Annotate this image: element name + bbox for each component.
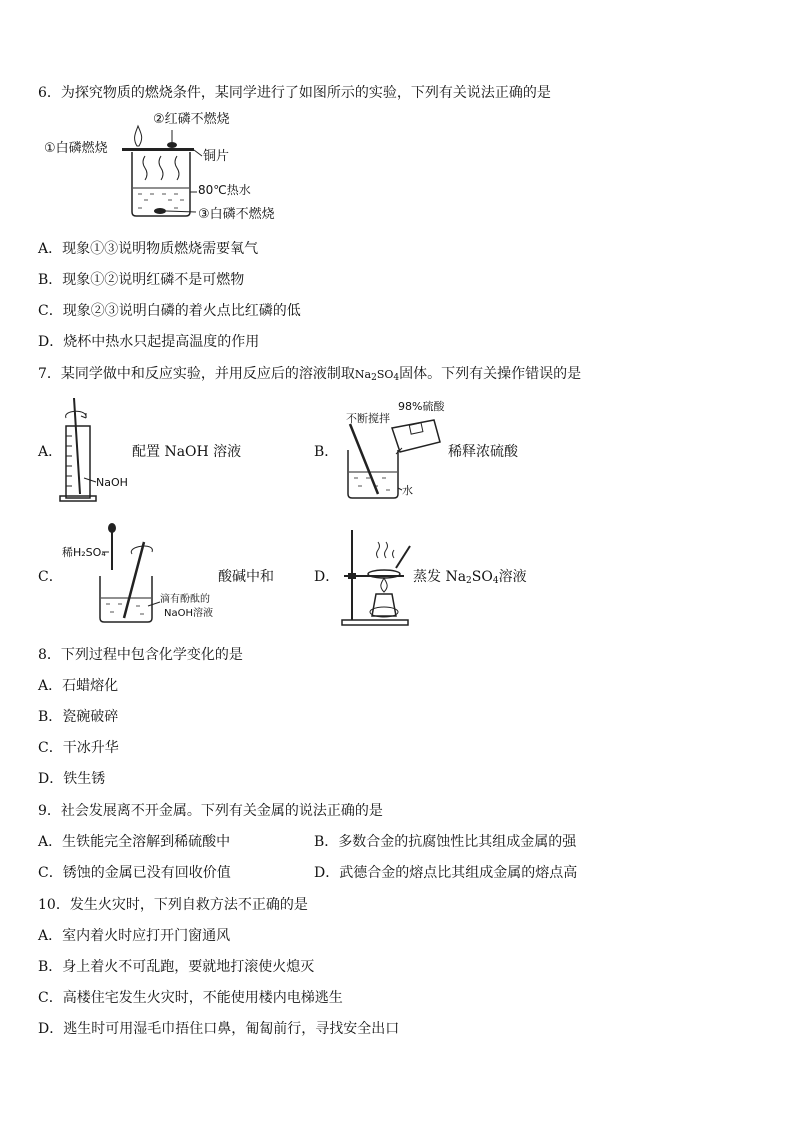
q8-option-b[interactable]: B．瓷碗破碎 <box>38 709 119 725</box>
copper-plate <box>122 148 194 151</box>
iron-stand-base <box>342 620 408 625</box>
q9-stem: 9．社会发展离不开金属。下列有关金属的说法正确的是 <box>38 803 383 819</box>
glass-rod-icon <box>350 424 378 494</box>
q7c-label-solution-1: 滴有酚酞的 <box>160 594 210 605</box>
q6-option-b[interactable]: B．现象①②说明红磷不是可燃物 <box>38 272 245 288</box>
q9-option-b[interactable]: B．多数合金的抗腐蚀性比其组成金属的强 <box>314 834 577 850</box>
q7-option-a-caption: 配置 NaOH 溶液 <box>132 444 242 460</box>
q6-label-white-phosphorus-water: ③白磷不燃烧 <box>198 207 275 222</box>
q10-option-b[interactable]: B．身上着火不可乱跑，要就地打滚使火熄灭 <box>38 959 315 975</box>
q7b-dilution-figure <box>342 398 452 502</box>
q9-option-c[interactable]: C．锈蚀的金属已没有回收价值 <box>38 865 231 881</box>
q9-option-a[interactable]: A．生铁能完全溶解到稀硫酸中 <box>38 834 231 850</box>
q8-stem: 8．下列过程中包含化学变化的是 <box>38 647 243 663</box>
acid-bottle-icon <box>392 420 440 452</box>
q6-combustion-figure <box>40 108 300 224</box>
q6-label-white-phosphorus-burning: ①白磷燃烧 <box>44 141 108 156</box>
q6-option-c[interactable]: C．现象②③说明白磷的着火点比红磷的低 <box>38 303 301 319</box>
q7d-evaporation-figure <box>338 528 418 628</box>
q7-option-c-letter[interactable]: C． <box>38 569 63 585</box>
q10-option-a[interactable]: A．室内着火时应打开门窗通风 <box>38 928 231 944</box>
q7b-label-acid: 98%硫酸 <box>398 400 445 413</box>
q8-option-c[interactable]: C．干冰升华 <box>38 740 119 756</box>
q6-label-hot-water: 80℃热水 <box>198 183 251 197</box>
q7-option-b-letter[interactable]: B． <box>314 444 339 460</box>
q7-option-a-letter[interactable]: A． <box>38 444 63 460</box>
q7a-graduated-cylinder-figure <box>58 396 138 504</box>
q6-label-copper: 铜片 <box>203 149 230 164</box>
q7-option-d-letter[interactable]: D． <box>314 569 340 585</box>
q10-option-d[interactable]: D．逃生时可用湿毛巾捂住口鼻，匍匐前行，寻找安全出口 <box>38 1021 400 1037</box>
q7c-neutralization-figure <box>60 522 230 626</box>
q7c-label-solution-2: NaOH溶液 <box>164 608 213 619</box>
flame-icon <box>381 578 387 592</box>
alcohol-lamp-icon <box>372 594 396 616</box>
q6-label-red-phosphorus: ②红磷不燃烧 <box>153 112 230 127</box>
q8-option-a[interactable]: A．石蜡熔化 <box>38 678 119 694</box>
glass-rod-icon <box>124 542 144 618</box>
red-phosphorus-lump <box>167 142 177 148</box>
q10-option-c[interactable]: C．高楼住宅发生火灾时，不能使用楼内电梯逃生 <box>38 990 343 1006</box>
q6-stem: 6．为探究物质的燃烧条件，某同学进行了如图所示的实验，下列有关说法正确的是 <box>38 85 551 101</box>
beaker-icon <box>132 152 190 216</box>
q7-option-b-caption: 稀释浓硫酸 <box>448 444 518 460</box>
q7a-label-naoh: NaOH <box>96 476 128 489</box>
q7b-label-water: 水 <box>402 484 413 497</box>
flame-icon <box>135 126 142 146</box>
q7-option-c-caption: 酸碱中和 <box>218 569 274 585</box>
glass-rod-icon <box>74 398 80 494</box>
q8-option-d[interactable]: D．铁生锈 <box>38 771 106 787</box>
q7-stem: 7．某同学做中和反应实验，并用反应后的溶液制取$Na_2SO_4$固体。下列有关操作错误的是 <box>38 366 582 383</box>
q9-option-d[interactable]: D．武德合金的熔点比其组成金属的熔点高 <box>314 865 578 881</box>
q7b-label-stir: 不断搅拌 <box>346 412 390 425</box>
beaker-icon <box>348 450 398 498</box>
q10-stem: 10．发生火灾时，下列自救方法不正确的是 <box>38 897 308 913</box>
q7c-label-acid: 稀H₂SO₄ <box>62 546 106 559</box>
q6-option-d[interactable]: D．烧杯中热水只起提高温度的作用 <box>38 334 260 350</box>
white-phosphorus-underwater <box>154 208 166 214</box>
q7-option-d-caption: 蒸发 $Na_2SO_4$溶液 <box>413 569 527 586</box>
q6-option-a[interactable]: A．现象①③说明物质燃烧需要氧气 <box>38 241 259 257</box>
